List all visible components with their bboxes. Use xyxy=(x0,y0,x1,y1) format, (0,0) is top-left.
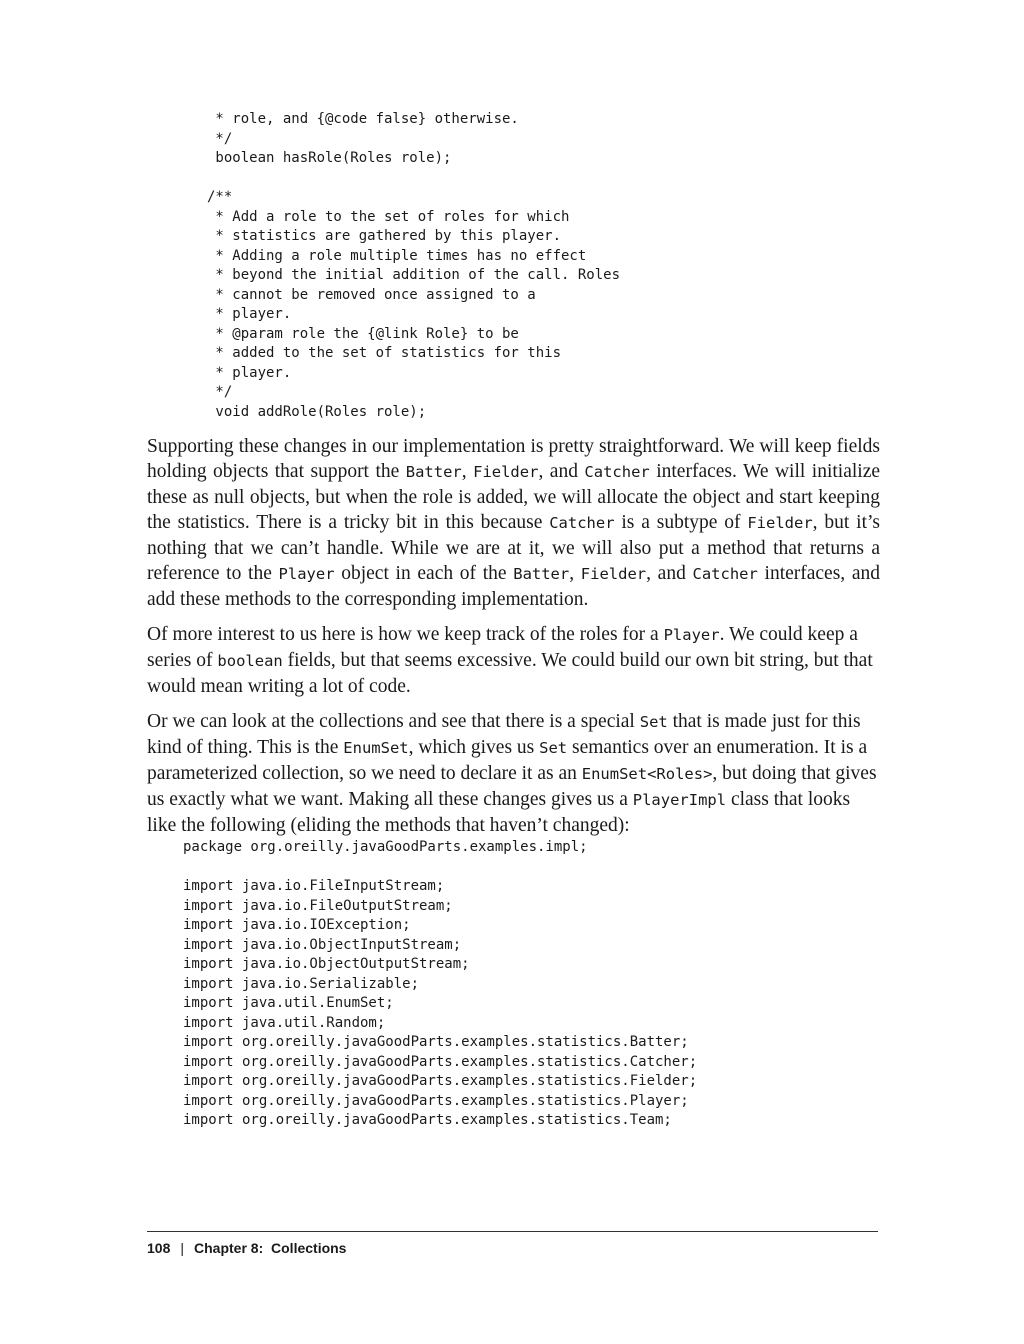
code-line: void addRole(Roles role); xyxy=(207,403,427,420)
code-line: */ xyxy=(207,384,233,400)
inline-code: Catcher xyxy=(549,514,615,532)
code-line: * player. xyxy=(207,306,292,322)
text-run: interfaces. We will initialize these as null objects, but when the role is added, we will allocate the object and start keeping the statistics. There is a tricky bit in this because xyxy=(147,461,881,533)
text-run: , xyxy=(461,461,474,482)
code-line: */ xyxy=(207,130,233,147)
inline-code: Fielder xyxy=(747,514,813,532)
inline-code: Set xyxy=(639,713,668,731)
code-line: import org.oreilly.javaGoodParts.examples.statistics.Player; xyxy=(183,1092,689,1109)
inline-code: Set xyxy=(539,739,568,757)
inline-code: Batter xyxy=(405,463,462,481)
footer-divider xyxy=(147,1231,878,1232)
inline-code: Player xyxy=(663,626,720,644)
inline-code: Player xyxy=(278,565,335,583)
inline-code: EnumSet<Roles> xyxy=(581,765,713,783)
code-line: * added to the set of statistics for this xyxy=(207,345,562,361)
text-run: is a subtype of xyxy=(614,512,748,533)
code-line: import java.util.Random; xyxy=(183,1014,386,1031)
code-line: import java.io.IOException; xyxy=(183,917,411,933)
text-run: class that looks like the following (eliding the methods that haven’t changed): xyxy=(147,789,851,836)
code-line: import java.io.ObjectInputStream; xyxy=(183,936,462,953)
text-run: that is made just for this kind of thing. This is the xyxy=(147,711,861,758)
code-line: import java.io.FileInputStream; xyxy=(183,878,445,894)
body-text xyxy=(147,434,880,848)
footer-separator: | xyxy=(180,1240,184,1256)
text-run: fields, but that seems excessive. We could build our own bit string, but that would mean writing a lot of code. xyxy=(147,650,873,697)
code-listing-interface xyxy=(207,110,620,422)
text-run: , and xyxy=(538,461,585,482)
code-line: * beyond the initial addition of the call. Roles xyxy=(207,267,621,283)
inline-code: Catcher xyxy=(584,463,650,481)
code-line: * cannot be removed once assigned to a xyxy=(207,286,536,303)
text-run: interfaces, and add these methods to the corresponding implementation. xyxy=(147,563,881,610)
code-line: package org.oreilly.javaGoodParts.examples.impl; xyxy=(183,839,588,855)
page-number: 108 xyxy=(147,1240,171,1256)
code-line: import org.oreilly.javaGoodParts.examples.statistics.Catcher; xyxy=(183,1053,698,1070)
inline-code: Batter xyxy=(513,565,570,583)
inline-code: Catcher xyxy=(692,565,758,583)
inline-code: EnumSet xyxy=(343,739,409,757)
code-line: * Adding a role multiple times has no effect xyxy=(207,247,587,264)
chapter-title: Chapter 8: Collections xyxy=(194,1240,347,1256)
code-listing-imports xyxy=(183,838,697,1131)
text-run: , which gives us xyxy=(408,737,540,758)
code-line: boolean hasRole(Roles role); xyxy=(207,150,452,166)
text-run: , but doing that gives us exactly what we want. Making all these changes gives us a xyxy=(147,763,877,810)
text-run: , and xyxy=(646,563,693,584)
paragraph-implementation xyxy=(147,434,880,612)
text-run: , but it’s nothing that we can’t handle. While we are at it, we will also put a method that returns a reference to the xyxy=(147,512,880,584)
page-footer xyxy=(147,1240,346,1256)
code-line: * player. xyxy=(207,364,292,381)
text-run: Of more interest to us here is how we keep track of the roles for a xyxy=(147,624,664,645)
text-run: object in each of the xyxy=(334,563,514,584)
inline-code: PlayerImpl xyxy=(632,791,727,809)
text-run: semantics over an enumeration. It is a parameterized collection, so we need to declare it as an xyxy=(147,737,868,784)
inline-code: Fielder xyxy=(473,463,539,481)
inline-code: boolean xyxy=(217,652,283,670)
code-line: import org.oreilly.javaGoodParts.examples.statistics.Batter; xyxy=(183,1034,689,1050)
text-run: Supporting these changes in our implementation is pretty straightforward. We will keep fields holding objects that support the xyxy=(147,436,880,482)
code-line: * @param role the {@link Role} to be xyxy=(207,325,519,342)
code-line: * Add a role to the set of roles for which xyxy=(207,208,570,225)
text-run: , xyxy=(569,563,581,584)
code-line: import java.util.EnumSet; xyxy=(183,995,394,1011)
inline-code: Fielder xyxy=(580,565,647,583)
code-line: * role, and {@code false} otherwise. xyxy=(207,111,519,127)
code-line: import org.oreilly.javaGoodParts.examples.statistics.Fielder; xyxy=(183,1073,698,1089)
paragraph-enumset xyxy=(147,709,880,838)
code-line: import org.oreilly.javaGoodParts.examples.statistics.Team; xyxy=(183,1112,672,1128)
code-line: * statistics are gathered by this player. xyxy=(207,228,562,244)
text-run: Or we can look at the collections and see that there is a special xyxy=(147,711,640,732)
code-line: import java.io.ObjectOutputStream; xyxy=(183,956,470,972)
paragraph-tracking-roles xyxy=(147,622,880,699)
code-line: import java.io.Serializable; xyxy=(183,975,420,992)
text-run: . We could keep a series of xyxy=(147,624,858,671)
code-line: /** xyxy=(207,189,233,205)
code-line: import java.io.FileOutputStream; xyxy=(183,897,453,914)
